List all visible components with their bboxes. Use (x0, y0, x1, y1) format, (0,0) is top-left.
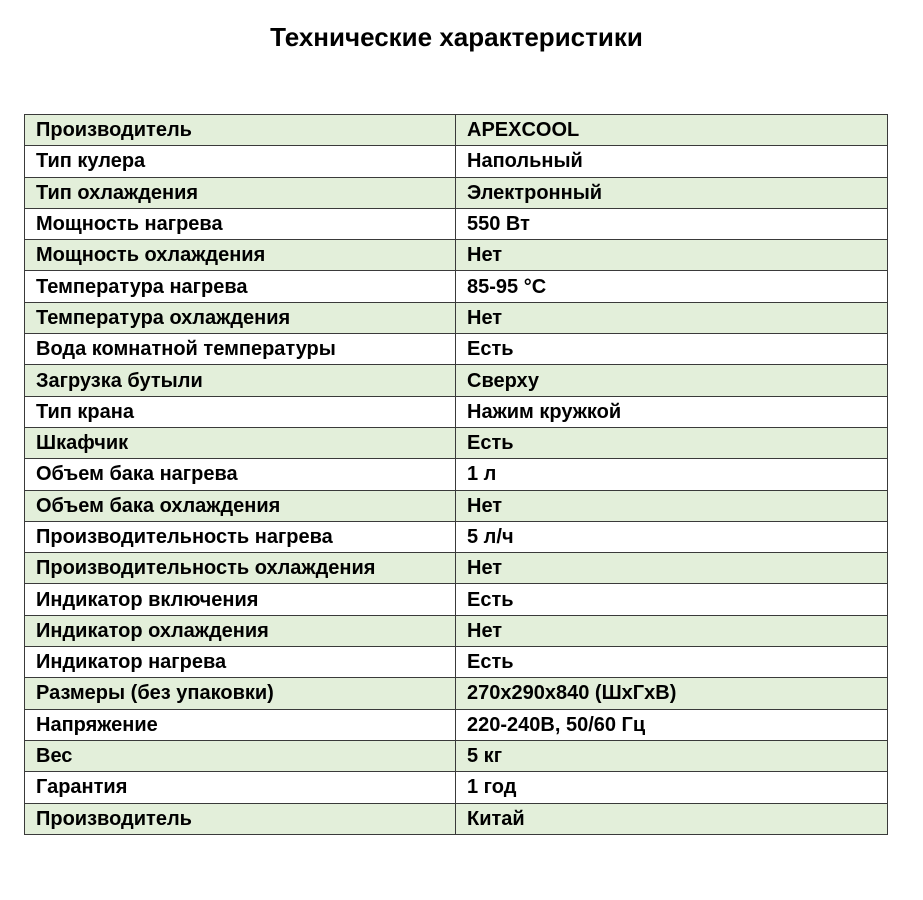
table-row (25, 709, 888, 740)
table-row (25, 459, 888, 490)
spec-value: Сверху (456, 365, 888, 396)
table-row (25, 146, 888, 177)
spec-label: Мощность нагрева (25, 208, 456, 239)
table-row (25, 678, 888, 709)
spec-value: Нажим кружкой (456, 396, 888, 427)
table-row (25, 427, 888, 458)
spec-label: Объем бака нагрева (25, 459, 456, 490)
page-title: Технические характеристики (270, 22, 643, 52)
spec-value: Нет (456, 615, 888, 646)
specifications-table-body (25, 115, 888, 835)
spec-value: 5 кг (456, 740, 888, 771)
table-row (25, 334, 888, 365)
spec-label: Тип кулера (25, 146, 456, 177)
spec-value: Нет (456, 302, 888, 333)
spec-label: Температура нагрева (25, 271, 456, 302)
specifications-table (24, 114, 888, 835)
spec-value: Китай (456, 803, 888, 834)
spec-label: Гарантия (25, 772, 456, 803)
table-row (25, 772, 888, 803)
spec-value: Электронный (456, 177, 888, 208)
table-row (25, 302, 888, 333)
spec-value: Есть (456, 427, 888, 458)
spec-value: Нет (456, 240, 888, 271)
spec-value: Нет (456, 553, 888, 584)
table-row (25, 647, 888, 678)
spec-value: 550 Вт (456, 208, 888, 239)
spec-label: Напряжение (25, 709, 456, 740)
spec-value: Напольный (456, 146, 888, 177)
spec-value: APEXCOOL (456, 115, 888, 146)
spec-value: Есть (456, 334, 888, 365)
spec-value: Есть (456, 647, 888, 678)
spec-label: Размеры (без упаковки) (25, 678, 456, 709)
spec-label: Объем бака охлаждения (25, 490, 456, 521)
table-row (25, 490, 888, 521)
spec-value: 270х290х840 (ШхГхВ) (456, 678, 888, 709)
table-row (25, 584, 888, 615)
spec-label: Тип охлаждения (25, 177, 456, 208)
spec-label: Вес (25, 740, 456, 771)
table-row (25, 803, 888, 834)
table-row (25, 553, 888, 584)
spec-label: Индикатор нагрева (25, 647, 456, 678)
spec-value: 1 год (456, 772, 888, 803)
spec-value: 85-95 °С (456, 271, 888, 302)
table-row (25, 271, 888, 302)
spec-label: Шкафчик (25, 427, 456, 458)
spec-label: Производительность нагрева (25, 521, 456, 552)
spec-label: Вода комнатной температуры (25, 334, 456, 365)
spec-value: Есть (456, 584, 888, 615)
table-row (25, 740, 888, 771)
spec-label: Мощность охлаждения (25, 240, 456, 271)
table-row (25, 521, 888, 552)
spec-label: Индикатор включения (25, 584, 456, 615)
table-row (25, 365, 888, 396)
table-row (25, 615, 888, 646)
table-row (25, 208, 888, 239)
spec-value: 5 л/ч (456, 521, 888, 552)
spec-value: 1 л (456, 459, 888, 490)
spec-value: Нет (456, 490, 888, 521)
table-row (25, 240, 888, 271)
spec-label: Загрузка бутыли (25, 365, 456, 396)
spec-label: Тип крана (25, 396, 456, 427)
spec-label: Индикатор охлаждения (25, 615, 456, 646)
table-row (25, 177, 888, 208)
spec-label: Производитель (25, 115, 456, 146)
spec-label: Температура охлаждения (25, 302, 456, 333)
spec-value: 220-240В, 50/60 Гц (456, 709, 888, 740)
table-row (25, 396, 888, 427)
spec-label: Производитель (25, 803, 456, 834)
spec-label: Производительность охлаждения (25, 553, 456, 584)
table-row (25, 115, 888, 146)
